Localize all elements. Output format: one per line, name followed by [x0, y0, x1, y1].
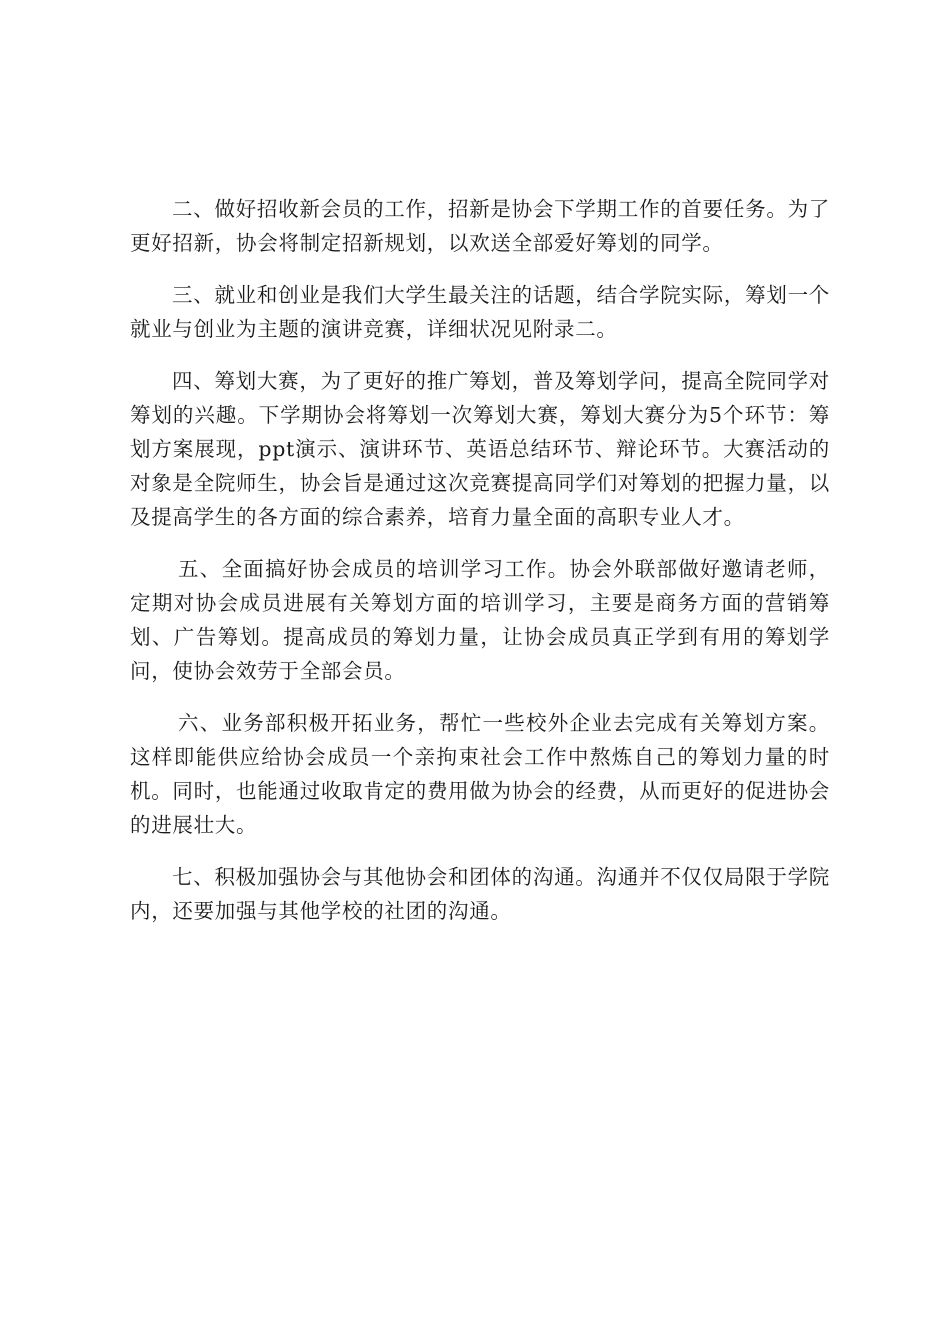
- paragraph-employment-speech: 三、就业和创业是我们大学生最关注的话题，结合学院实际，筹划一个就业与创业为主题的演讲竞赛，详细状况见附录二。: [130, 283, 830, 341]
- paragraph-training: 五、全面搞好协会成员的培训学习工作。协会外联部做好邀请老师，定期对协会成员进展有关筹划方面的培训学习，主要是商务方面的营销筹划、广告筹划。提高成员的筹划力量，让协会成员真正学到有用的筹划学问，使协会效劳于全部会员。: [130, 557, 830, 683]
- paragraph-business: 六、业务部积极开拓业务，帮忙一些校外企业去完成有关筹划方案。这样即能供应给协会成员一个亲拘束社会工作中熬炼自己的筹划力量的时机。同时，也能通过收取肯定的费用做为协会的经费，从而更好的促进协会的进展壮大。: [130, 711, 830, 837]
- paragraph-recruitment: 二、做好招收新会员的工作，招新是协会下学期工作的首要任务。为了更好招新，协会将制定招新规划，以欢送全部爱好筹划的同学。: [130, 197, 830, 255]
- paragraph-communication: 七、积极加强协会与其他协会和团体的沟通。沟通并不仅仅局限于学院内，还要加强与其他学校的社团的沟通。: [130, 865, 830, 923]
- document-body: [130, 192, 830, 946]
- paragraph-planning-contest: 四、筹划大赛，为了更好的推广筹划，普及筹划学问，提高全院同学对筹划的兴趣。下学期协会将筹划一次筹划大赛，筹划大赛分为5个环节：筹划方案展现，ppt演示、演讲环节、英语总结环节、辩论环节。大赛活动的对象是全院师生，协会旨是通过这次竞赛提高同学们对筹划的把握力量，以及提高学生的各方面的综合素养，培育力量全面的高职专业人才。: [130, 369, 830, 529]
